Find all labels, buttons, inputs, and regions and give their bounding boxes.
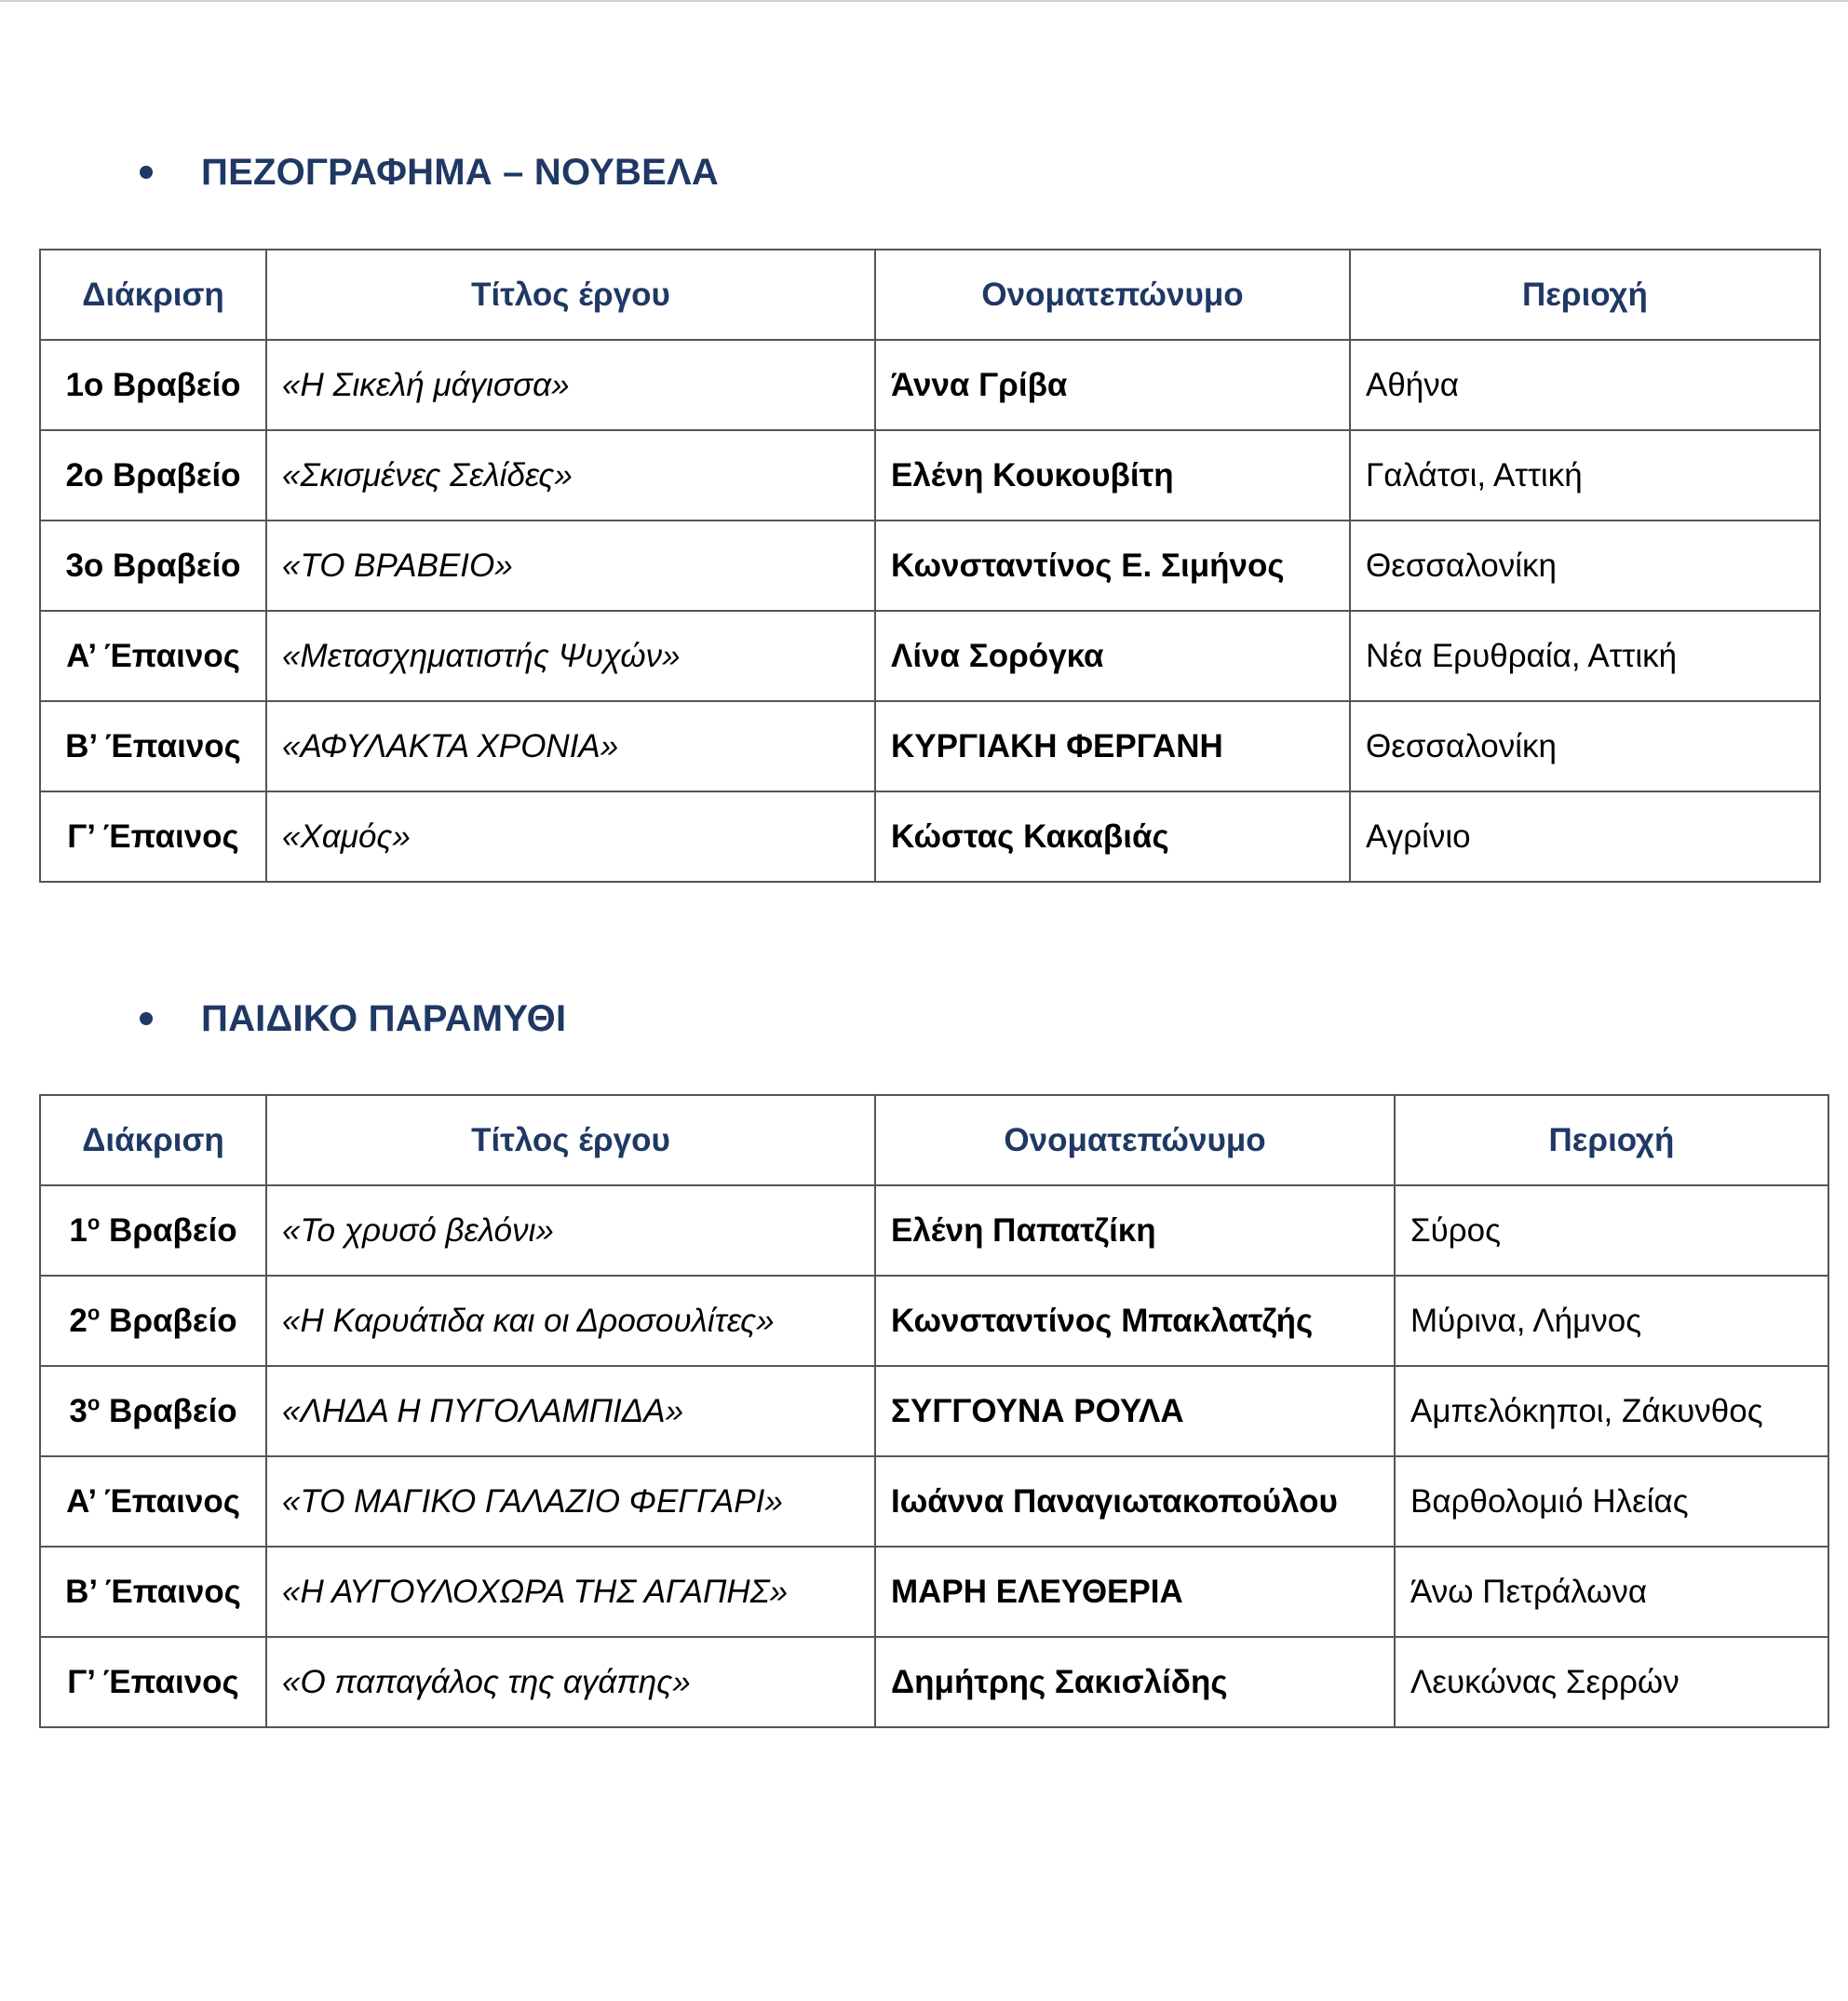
award-number: 3 xyxy=(69,1392,88,1429)
region-cell: Γαλάτσι, Αττική xyxy=(1350,430,1820,521)
bullet-icon xyxy=(140,166,153,179)
name-cell: Λίνα Σορόγκα xyxy=(875,611,1350,701)
table-row xyxy=(40,1366,1828,1456)
region-cell: Θεσσαλονίκη xyxy=(1350,521,1820,611)
award-cell: Α’ Έπαινος xyxy=(40,611,266,701)
award-label: Βραβείο xyxy=(100,1211,237,1249)
awards-table-fairy-tale xyxy=(39,1094,1829,1728)
table-header-row xyxy=(40,1095,1828,1185)
award-cell xyxy=(40,1276,266,1366)
title-cell: «ΛΗΔΑ Η ΠΥΓΟΛΑΜΠΙΔΑ» xyxy=(266,1366,875,1456)
region-cell: Αμπελόκηποι, Ζάκυνθος xyxy=(1395,1366,1828,1456)
table-row xyxy=(40,1637,1828,1727)
award-cell: Β’ Έπαινος xyxy=(40,701,266,791)
section-heading-novella xyxy=(140,144,719,200)
title-cell: «Η ΑΥΓΟΥΛΟΧΩΡΑ ΤΗΣ ΑΓΑΠΗΣ» xyxy=(266,1547,875,1637)
award-cell: 3ο Βραβείο xyxy=(40,521,266,611)
title-cell: «ΤΟ ΜΑΓΙΚΟ ΓΑΛΑΖΙΟ ΦΕΓΓΑΡΙ» xyxy=(266,1456,875,1547)
award-cell: Γ’ Έπαινος xyxy=(40,1637,266,1727)
column-header-award: Διάκριση xyxy=(40,250,266,340)
table-row xyxy=(40,340,1820,430)
award-ordinal: ο xyxy=(87,1300,101,1324)
award-number: 1 xyxy=(69,1211,88,1249)
region-cell: Αγρίνιο xyxy=(1350,791,1820,882)
title-cell: «Η Καρυάτιδα και οι Δροσουλίτες» xyxy=(266,1276,875,1366)
award-cell: Β’ Έπαινος xyxy=(40,1547,266,1637)
name-cell: Κωνσταντίνος Μπακλατζής xyxy=(875,1276,1395,1366)
name-cell: Κώστας Κακαβιάς xyxy=(875,791,1350,882)
name-cell: Ιωάννα Παναγιωτακοπούλου xyxy=(875,1456,1395,1547)
table-row xyxy=(40,1456,1828,1547)
title-cell: «Σκισμένες Σελίδες» xyxy=(266,430,875,521)
section-heading-fairy-tale xyxy=(140,991,566,1047)
table-row xyxy=(40,611,1820,701)
table-row xyxy=(40,521,1820,611)
name-cell: Άννα Γρίβα xyxy=(875,340,1350,430)
award-ordinal: ο xyxy=(87,1390,101,1414)
column-header-title: Τίτλος έργου xyxy=(266,1095,875,1185)
table-row xyxy=(40,701,1820,791)
bullet-icon xyxy=(140,1012,153,1025)
name-cell: ΜΑΡΗ ΕΛΕΥΘΕΡΙΑ xyxy=(875,1547,1395,1637)
column-header-award: Διάκριση xyxy=(40,1095,266,1185)
column-header-name: Ονοματεπώνυμο xyxy=(875,1095,1395,1185)
region-cell: Μύρινα, Λήμνος xyxy=(1395,1276,1828,1366)
column-header-name: Ονοματεπώνυμο xyxy=(875,250,1350,340)
column-header-region: Περιοχή xyxy=(1350,250,1820,340)
award-cell xyxy=(40,1185,266,1276)
column-header-region: Περιοχή xyxy=(1395,1095,1828,1185)
section-title: ΠΕΖΟΓΡΑΦΗΜΑ – ΝΟΥΒΕΛΑ xyxy=(201,151,719,193)
name-cell: Δημήτρης Σακισλίδης xyxy=(875,1637,1395,1727)
name-cell: ΚΥΡΓΙΑΚΗ ΦΕΡΓΑΝΗ xyxy=(875,701,1350,791)
title-cell: «ΤΟ ΒΡΑΒΕΙΟ» xyxy=(266,521,875,611)
table-row xyxy=(40,430,1820,521)
award-number: 2 xyxy=(69,1302,88,1339)
region-cell: Νέα Ερυθραία, Αττική xyxy=(1350,611,1820,701)
award-cell xyxy=(40,1366,266,1456)
region-cell: Λευκώνας Σερρών xyxy=(1395,1637,1828,1727)
awards-table-novella xyxy=(39,249,1821,883)
title-cell: «Μετασχηματιστής Ψυχών» xyxy=(266,611,875,701)
table-header-row xyxy=(40,250,1820,340)
title-cell: «ΑΦΥΛΑΚΤΑ ΧΡΟΝΙΑ» xyxy=(266,701,875,791)
award-label: Βραβείο xyxy=(100,1302,237,1339)
section-title: ΠΑΙΔΙΚΟ ΠΑΡΑΜΥΘΙ xyxy=(201,997,567,1039)
title-cell: «Ο παπαγάλος της αγάπης» xyxy=(266,1637,875,1727)
award-cell: 2ο Βραβείο xyxy=(40,430,266,521)
name-cell: Ελένη Παπατζίκη xyxy=(875,1185,1395,1276)
column-header-title: Τίτλος έργου xyxy=(266,250,875,340)
award-cell: Α’ Έπαινος xyxy=(40,1456,266,1547)
award-cell: 1ο Βραβείο xyxy=(40,340,266,430)
name-cell: Ελένη Κουκουβίτη xyxy=(875,430,1350,521)
table-row xyxy=(40,1276,1828,1366)
table-row xyxy=(40,1547,1828,1637)
region-cell: Άνω Πετράλωνα xyxy=(1395,1547,1828,1637)
table-row xyxy=(40,1185,1828,1276)
region-cell: Θεσσαλονίκη xyxy=(1350,701,1820,791)
region-cell: Βαρθολομιό Ηλείας xyxy=(1395,1456,1828,1547)
award-cell: Γ’ Έπαινος xyxy=(40,791,266,882)
award-label: Βραβείο xyxy=(100,1392,237,1429)
title-cell: «Η Σικελή μάγισσα» xyxy=(266,340,875,430)
name-cell: ΣΥΓΓΟΥΝΑ ΡΟΥΛΑ xyxy=(875,1366,1395,1456)
name-cell: Κωνσταντίνος Ε. Σιμήνος xyxy=(875,521,1350,611)
title-cell: «Το χρυσό βελόνι» xyxy=(266,1185,875,1276)
award-ordinal: ο xyxy=(87,1210,101,1234)
region-cell: Σύρος xyxy=(1395,1185,1828,1276)
table-row xyxy=(40,791,1820,882)
region-cell: Αθήνα xyxy=(1350,340,1820,430)
title-cell: «Χαμός» xyxy=(266,791,875,882)
top-rule xyxy=(0,0,1848,2)
